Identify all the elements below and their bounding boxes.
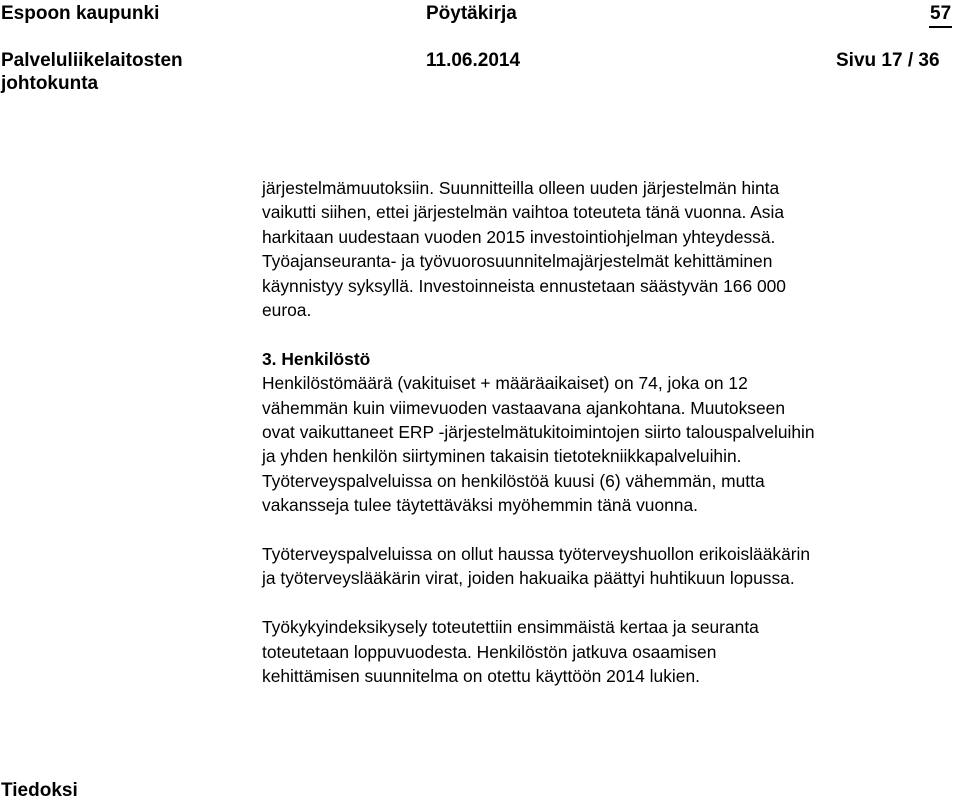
- document-body: [262, 176, 956, 688]
- occupational-health-paragraph: [262, 542, 956, 591]
- text-line: kehittämisen suunnitelma on otettu käyttöön 2014 lukien.: [262, 666, 700, 687]
- section-number-badge: [929, 3, 952, 24]
- text-line: Työterveyspalveluissa on henkilöstöä kuusi (6) vähemmän, mutta: [262, 470, 765, 491]
- page-indicator: Sivu 17 / 36: [836, 50, 940, 71]
- section-heading: 3. Henkilöstö: [262, 348, 371, 369]
- section-paragraph: [262, 371, 956, 517]
- text-line: ovat vaikuttaneet ERP -järjestelmätukitoimintojen siirto talouspalveluihin: [262, 422, 815, 443]
- text-line: Työterveyspalveluissa on ollut haussa työterveyshuollon erikoislääkärin: [262, 544, 811, 565]
- document-type: Pöytäkirja: [426, 3, 517, 24]
- text-line: Työajanseuranta- ja työvuorosuunnitelmajärjestelmät kehittäminen: [262, 251, 773, 272]
- text-line: vaikutti siihen, ettei järjestelmän vaihtoa toteuteta tänä vuonna. Asia: [262, 202, 785, 223]
- meeting-date: 11.06.2014: [426, 50, 521, 71]
- intro-paragraph: [262, 176, 956, 322]
- text-line: käynnistyy syksyllä. Investoinneista ennustetaan säästyvän 166 000: [262, 275, 786, 296]
- text-line: Työkykyindeksikysely toteutettiin ensimmäistä kertaa ja seuranta: [262, 617, 759, 638]
- section-number: 57: [929, 3, 952, 28]
- organization-name: Espoon kaupunki: [1, 3, 160, 24]
- text-line: vähemmän kuin viimevuoden vastaavana ajankohtana. Muutokseen: [262, 397, 786, 418]
- footer-label: Tiedoksi: [1, 780, 78, 801]
- text-line: ja yhden henkilön siirtyminen takaisin tietotekniikkapalveluihin.: [262, 446, 742, 467]
- work-ability-paragraph: [262, 615, 956, 688]
- text-line: harkitaan uudestaan vuoden 2015 investointiohjelman yhteydessä.: [262, 226, 776, 247]
- text-line: euroa.: [262, 300, 312, 321]
- body-name-line2: johtokunta: [1, 73, 99, 94]
- text-line: toteutetaan loppuvuodesta. Henkilöstön jatkuva osaamisen: [262, 641, 717, 662]
- text-line: vakansseja tulee täytettäväksi myöhemmin tänä vuonna.: [262, 495, 698, 516]
- body-name-line1: Palveluliikelaitosten: [1, 50, 183, 71]
- text-line: Henkilöstömäärä (vakituiset + määräaikaiset) on 74, joka on 12: [262, 373, 748, 394]
- text-line: ja työterveyslääkärin virat, joiden hakuaika päättyi huhtikuun lopussa.: [262, 568, 795, 589]
- text-line: järjestelmämuutoksiin. Suunnitteilla olleen uuden järjestelmän hinta: [262, 178, 780, 198]
